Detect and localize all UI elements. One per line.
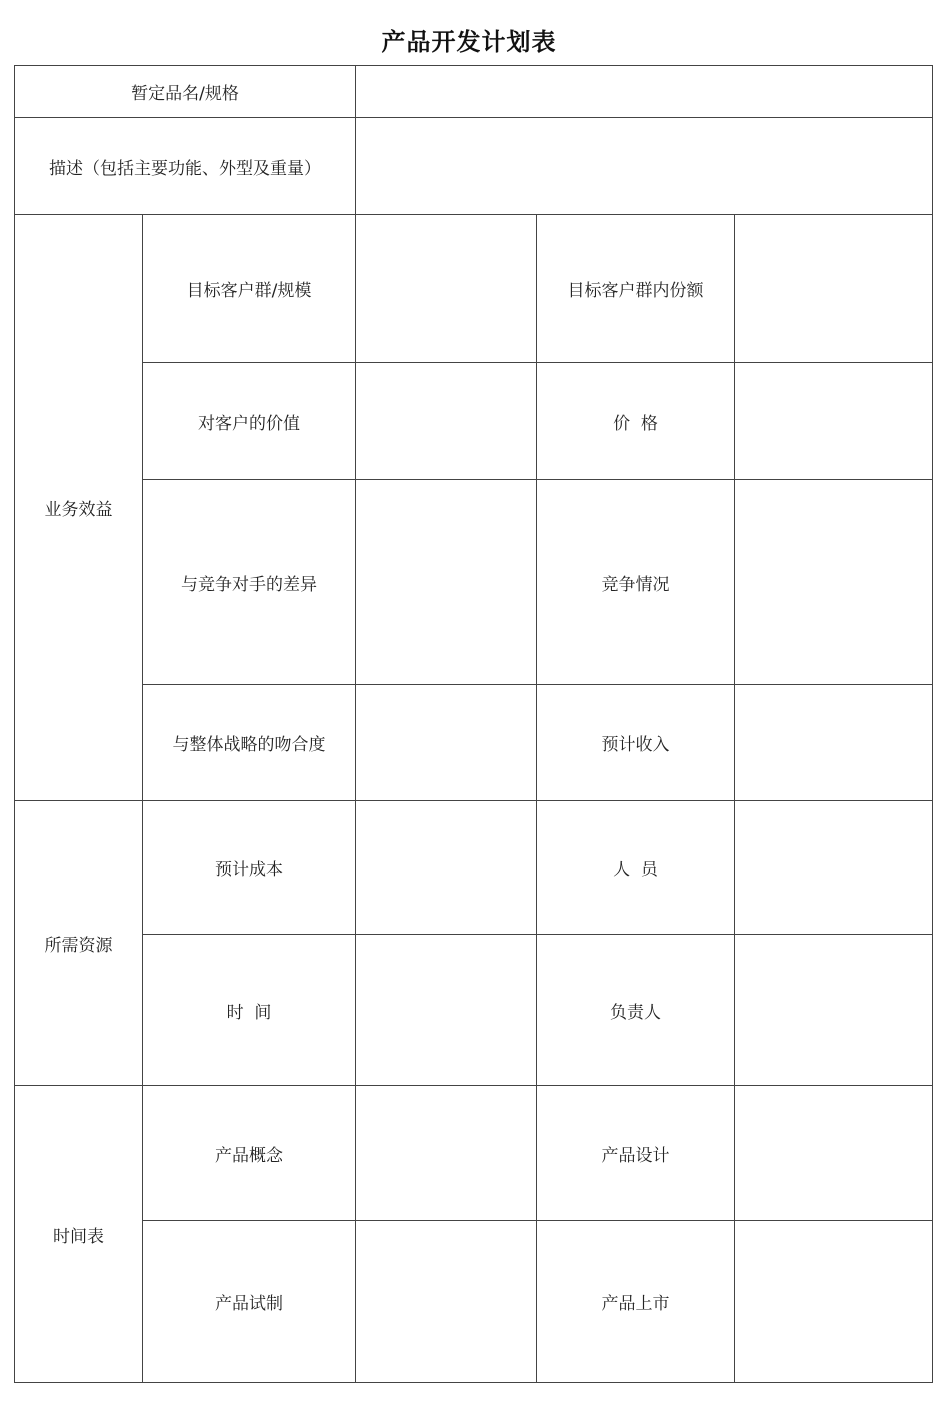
competitor-difference-label: 与竞争对手的差异	[143, 480, 356, 685]
product-plan-form	[14, 65, 933, 1383]
business-section-label: 业务效益	[15, 215, 143, 801]
customer-share-value-cell[interactable]	[735, 215, 933, 363]
product-design-label: 产品设计	[537, 1086, 735, 1221]
price-label: 价 格	[537, 363, 735, 480]
product-trial-label: 产品试制	[143, 1221, 356, 1383]
time-label: 时 间	[143, 935, 356, 1086]
competition-value-cell[interactable]	[735, 480, 933, 685]
strategy-fit-label: 与整体战略的吻合度	[143, 685, 356, 801]
competitor-difference-value-cell[interactable]	[356, 480, 537, 685]
business-row-2	[15, 363, 933, 480]
schedule-row-2	[15, 1221, 933, 1383]
expected-revenue-label: 预计收入	[537, 685, 735, 801]
customer-share-label: 目标客户群内份额	[537, 215, 735, 363]
product-trial-value-cell[interactable]	[356, 1221, 537, 1383]
name-value-cell[interactable]	[356, 66, 933, 118]
owner-value-cell[interactable]	[735, 935, 933, 1086]
estimated-cost-value-cell[interactable]	[356, 801, 537, 935]
schedule-section-label: 时间表	[15, 1086, 143, 1383]
business-row-4	[15, 685, 933, 801]
product-launch-label: 产品上市	[537, 1221, 735, 1383]
resources-row-2	[15, 935, 933, 1086]
personnel-label: 人 员	[537, 801, 735, 935]
target-customer-value-cell[interactable]	[356, 215, 537, 363]
strategy-fit-value-cell[interactable]	[356, 685, 537, 801]
description-value-cell[interactable]	[356, 118, 933, 215]
customer-value-label: 对客户的价值	[143, 363, 356, 480]
name-row	[15, 66, 933, 118]
competition-label: 竞争情况	[537, 480, 735, 685]
business-row-1	[15, 215, 933, 363]
resources-row-1	[15, 801, 933, 935]
product-concept-value-cell[interactable]	[356, 1086, 537, 1221]
price-value-cell[interactable]	[735, 363, 933, 480]
schedule-row-1	[15, 1086, 933, 1221]
expected-revenue-value-cell[interactable]	[735, 685, 933, 801]
business-row-3	[15, 480, 933, 685]
customer-value-value-cell[interactable]	[356, 363, 537, 480]
owner-label: 负责人	[537, 935, 735, 1086]
resources-section-label: 所需资源	[15, 801, 143, 1086]
time-value-cell[interactable]	[356, 935, 537, 1086]
target-customer-label: 目标客户群/规模	[143, 215, 356, 363]
description-label: 描述（包括主要功能、外型及重量）	[15, 118, 356, 215]
product-launch-value-cell[interactable]	[735, 1221, 933, 1383]
description-row	[15, 118, 933, 215]
name-label: 暂定品名/规格	[15, 66, 356, 118]
personnel-value-cell[interactable]	[735, 801, 933, 935]
estimated-cost-label: 预计成本	[143, 801, 356, 935]
product-concept-label: 产品概念	[143, 1086, 356, 1221]
document-title: 产品开发计划表	[381, 28, 557, 56]
product-design-value-cell[interactable]	[735, 1086, 933, 1221]
